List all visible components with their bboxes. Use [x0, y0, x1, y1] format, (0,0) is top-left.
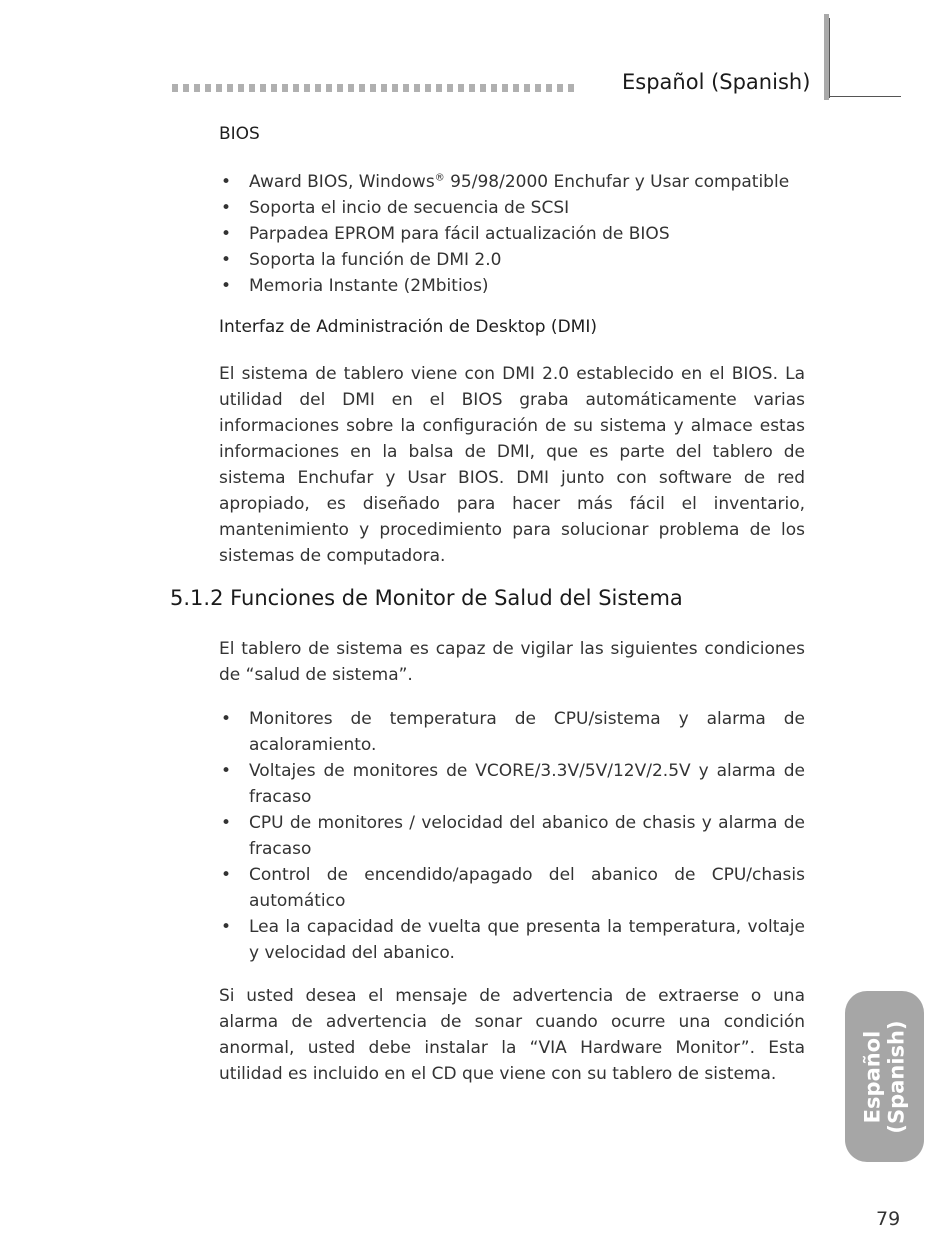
- header-dot-rule: [172, 84, 574, 92]
- corner-mark-horizontal: [829, 96, 901, 97]
- list-item: • Control de encendido/apagado del abanico de CPU/chasis automático: [219, 862, 805, 914]
- bios-heading: BIOS: [219, 124, 260, 144]
- list-item: • Memoria Instante (2Mbitios): [219, 273, 805, 299]
- list-item: • Monitores de temperatura de CPU/sistema y alarma de acaloramiento.: [219, 706, 805, 758]
- page-number: 79: [876, 1208, 901, 1230]
- dmi-paragraph: El sistema de tablero viene con DMI 2.0 establecido en el BIOS. La utilidad del DMI en el BIOS graba automáticamente varias informaciones sobre la configuración de su sistema y almace estas informaciones en la balsa de DMI, que es parte del tablero de sistema Enchufar y Usar BIOS. DMI junto con software de red apropiado, es diseñado para hacer más fácil el inventario, mantenimiento y procedimiento para solucionar problema de los sistemas de computadora.: [219, 364, 805, 566]
- side-tab-line2: (Spanish): [884, 1019, 909, 1134]
- list-item: • Parpadea EPROM para fácil actualización de BIOS: [219, 221, 805, 247]
- section-intro: El tablero de sistema es capaz de vigilar las siguientes condiciones de “salud de sistema”.: [219, 639, 805, 685]
- corner-mark-vertical-line: [829, 18, 830, 98]
- list-item: • CPU de monitores / velocidad del abanico de chasis y alarma de fracaso: [219, 810, 805, 862]
- list-item: • Soporta el incio de secuencia de SCSI: [219, 195, 805, 221]
- list-item: • Soporta la función de DMI 2.0: [219, 247, 805, 273]
- bios-feature-list: [219, 169, 805, 299]
- section-title: 5.1.2 Funciones de Monitor de Salud del Sistema: [170, 586, 683, 610]
- list-item: • Voltajes de monitores de VCORE/3.3V/5V/12V/2.5V y alarma de fracaso: [219, 758, 805, 810]
- list-item: • Lea la capacidad de vuelta que presenta la temperatura, voltaje y velocidad del abanico.: [219, 914, 805, 966]
- header-title: Español (Spanish): [622, 70, 811, 94]
- closing-paragraph: Si usted desea el mensaje de advertencia de extraerse o una alarma de advertencia de sonar cuando ocurre una condición anormal, usted debe instalar la “VIA Hardware Monitor”. Esta utilidad es incluido en el CD que viene con su tablero de sistema.: [219, 986, 805, 1084]
- list-item: • Award BIOS, Windows® 95/98/2000 Enchufar y Usar compatible: [219, 169, 805, 195]
- language-side-tab: [845, 991, 924, 1162]
- side-tab-line1: Español: [860, 1030, 885, 1123]
- monitor-feature-list: [219, 706, 805, 966]
- dmi-heading: Interfaz de Administración de Desktop (DMI): [219, 317, 597, 337]
